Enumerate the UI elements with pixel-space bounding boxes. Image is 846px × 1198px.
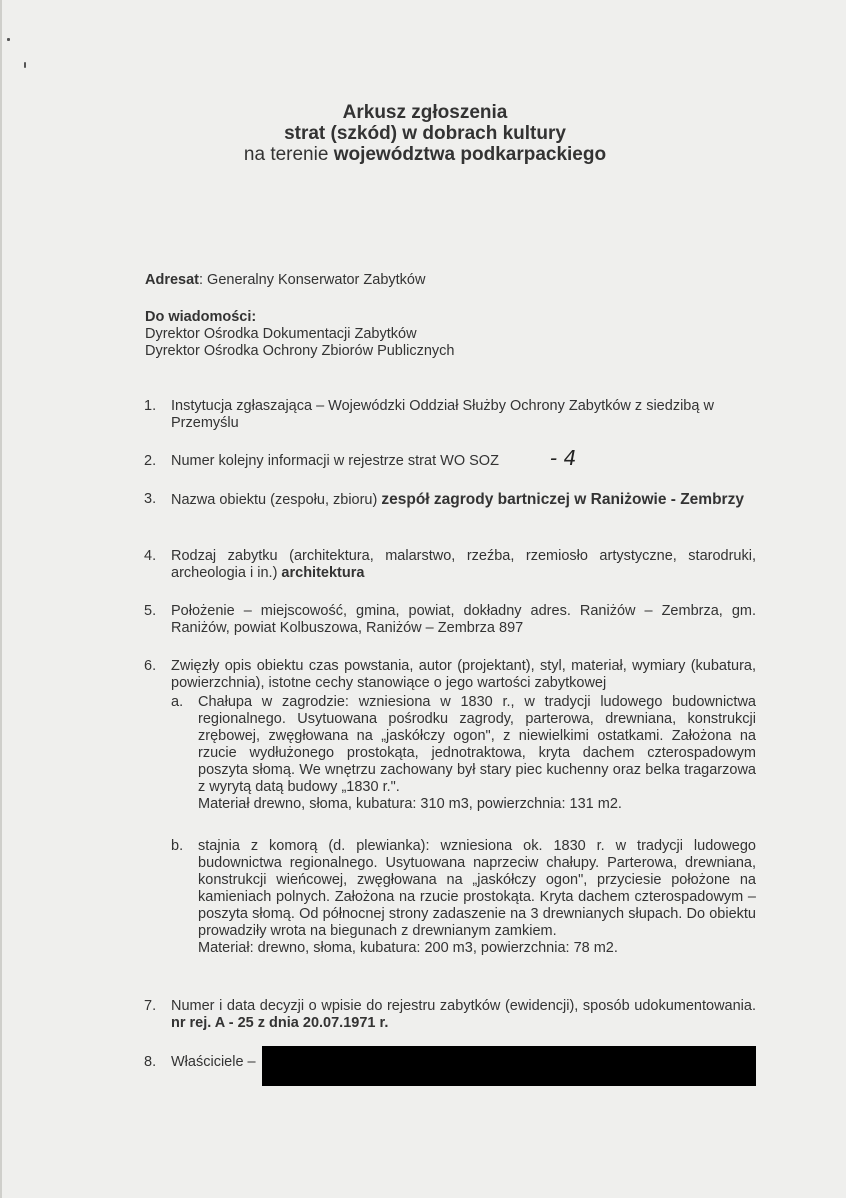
item-5	[144, 603, 756, 637]
redaction-bar	[262, 1046, 756, 1086]
sub-letter: a.	[171, 694, 184, 710]
item-number: 6.	[144, 658, 157, 674]
item-6a-text	[198, 694, 756, 813]
handwritten-number: - 4	[550, 446, 577, 470]
item-7	[144, 998, 756, 1032]
item-number: 8.	[144, 1054, 157, 1070]
item-6b-text	[198, 838, 756, 957]
title-line-1: Arkusz zgłoszenia	[342, 102, 508, 123]
scan-speck	[24, 62, 26, 68]
item-6a	[171, 694, 756, 813]
item-number: 7.	[144, 998, 157, 1014]
item-number: 5.	[144, 603, 157, 619]
item-3	[144, 491, 756, 509]
do-wiadomosci-line: Dyrektor Ośrodka Ochrony Zbiorów Publicznych	[145, 343, 455, 359]
item-3-label: Nazwa obiektu (zespołu, zbioru)	[171, 492, 382, 508]
adresat-label: Adresat	[145, 272, 199, 288]
item-6a-description: Chałupa w zagrodzie: wzniesiona w 1830 r., w tradycji ludowego budownictwa regionalnego. Usytuowana pośrodku zagrody, parterowa, drewniana, konstrukcji zrębowej, zwęgłowana na „jaskółczy ogon", z niewielkimi ostatkami. Założona na rzucie wydłużonego prostokąta, jednotraktowa, kryta dachem czterospadowym poszyta słomą. We wnętrzu zachowany był stary piec kuchenny oraz belka tragarzowa z wyrytą datą budowy „1830 r.".	[198, 694, 756, 795]
adresat-text: : Generalny Konserwator Zabytków	[199, 272, 426, 288]
monument-type: architektura	[281, 565, 365, 581]
item-1-text: Instytucja zgłaszająca – Wojewódzki Oddział Służby Ochrony Zabytków z siedzibą w Przemyślu	[171, 398, 714, 431]
do-wiadomosci-block	[145, 309, 454, 360]
item-6b-material: Materiał: drewno, słoma, kubatura: 200 m3, powierzchnia: 78 m2.	[198, 940, 618, 956]
item-6a-material: Materiał drewno, słoma, kubatura: 310 m3, powierzchnia: 131 m2.	[198, 796, 622, 812]
register-number: nr rej. A - 25 z dnia 20.07.1971 r.	[171, 1015, 389, 1031]
item-number: 1.	[144, 398, 157, 414]
item-2-text: Numer kolejny informacji w rejestrze strat WO SOZ	[171, 453, 499, 469]
document-title	[2, 102, 846, 165]
item-1	[144, 398, 756, 432]
title-line-3	[2, 144, 846, 165]
item-6b-description: stajnia z komorą (d. plewianka): wzniesiona ok. 1830 r. w tradycji ludowego budownictwa regionalnego. Usytuowana naprzeciw chałupy. Parterowa, drewniana, konstrukcji wieńcowej, zwęgłowana na „jaskółczy ogon", przyciesie położone na kamieniach polnych. Założona na rzucie prostokąta. Kryta dachem czterospadowym – poszyta słomą. Od północnej strony zadaszenie na 3 drewnianych słupach. Do obiektu prowadziły wrota na biegunach z drewnianym zamkiem.	[198, 838, 756, 939]
item-7-label: Numer i data decyzji o wpisie do rejestru zabytków (ewidencji), sposób udokumentowania.	[171, 998, 756, 1014]
item-4-label: Rodzaj zabytku (architektura, malarstwo, rzeźba, rzemiosło artystyczne, starodruki, archeologia i in.)	[171, 548, 756, 581]
item-8-text: Właściciele –	[171, 1054, 256, 1070]
item-6b	[171, 838, 756, 957]
title-line-3-bold: województwa podkarpackiego	[333, 144, 607, 165]
item-7-text	[171, 998, 756, 1032]
item-2	[144, 453, 756, 470]
scan-speck	[7, 38, 10, 41]
do-wiadomosci-label: Do wiadomości:	[145, 309, 257, 325]
title-line-3-normal: na terenie	[243, 144, 334, 165]
title-line-2: strat (szkód) w dobrach kultury	[284, 123, 566, 144]
object-name: zespół zagrody bartniczej w Raniżowie - Zembrzy	[381, 491, 744, 508]
do-wiadomosci-line: Dyrektor Ośrodka Dokumentacji Zabytków	[145, 326, 417, 342]
item-4-text	[171, 548, 756, 582]
item-number: 3.	[144, 491, 157, 507]
item-6-text: Zwięzły opis obiektu czas powstania, autor (projektant), styl, materiał, wymiary (kubatura, powierzchnia), istotne cechy stanowiące o jego wartości zabytkowej	[171, 658, 756, 691]
item-6	[144, 658, 756, 692]
sub-letter: b.	[171, 838, 184, 854]
item-3-text	[171, 491, 756, 509]
item-5-text: Położenie – miejscowość, gmina, powiat, dokładny adres. Raniżów – Zembrza, gm. Raniżów, powiat Kolbuszowa, Raniżów – Zembrza 897	[171, 603, 756, 636]
item-number: 2.	[144, 453, 157, 469]
adresat-line	[145, 272, 425, 289]
item-number: 4.	[144, 548, 157, 564]
item-4	[144, 548, 756, 582]
